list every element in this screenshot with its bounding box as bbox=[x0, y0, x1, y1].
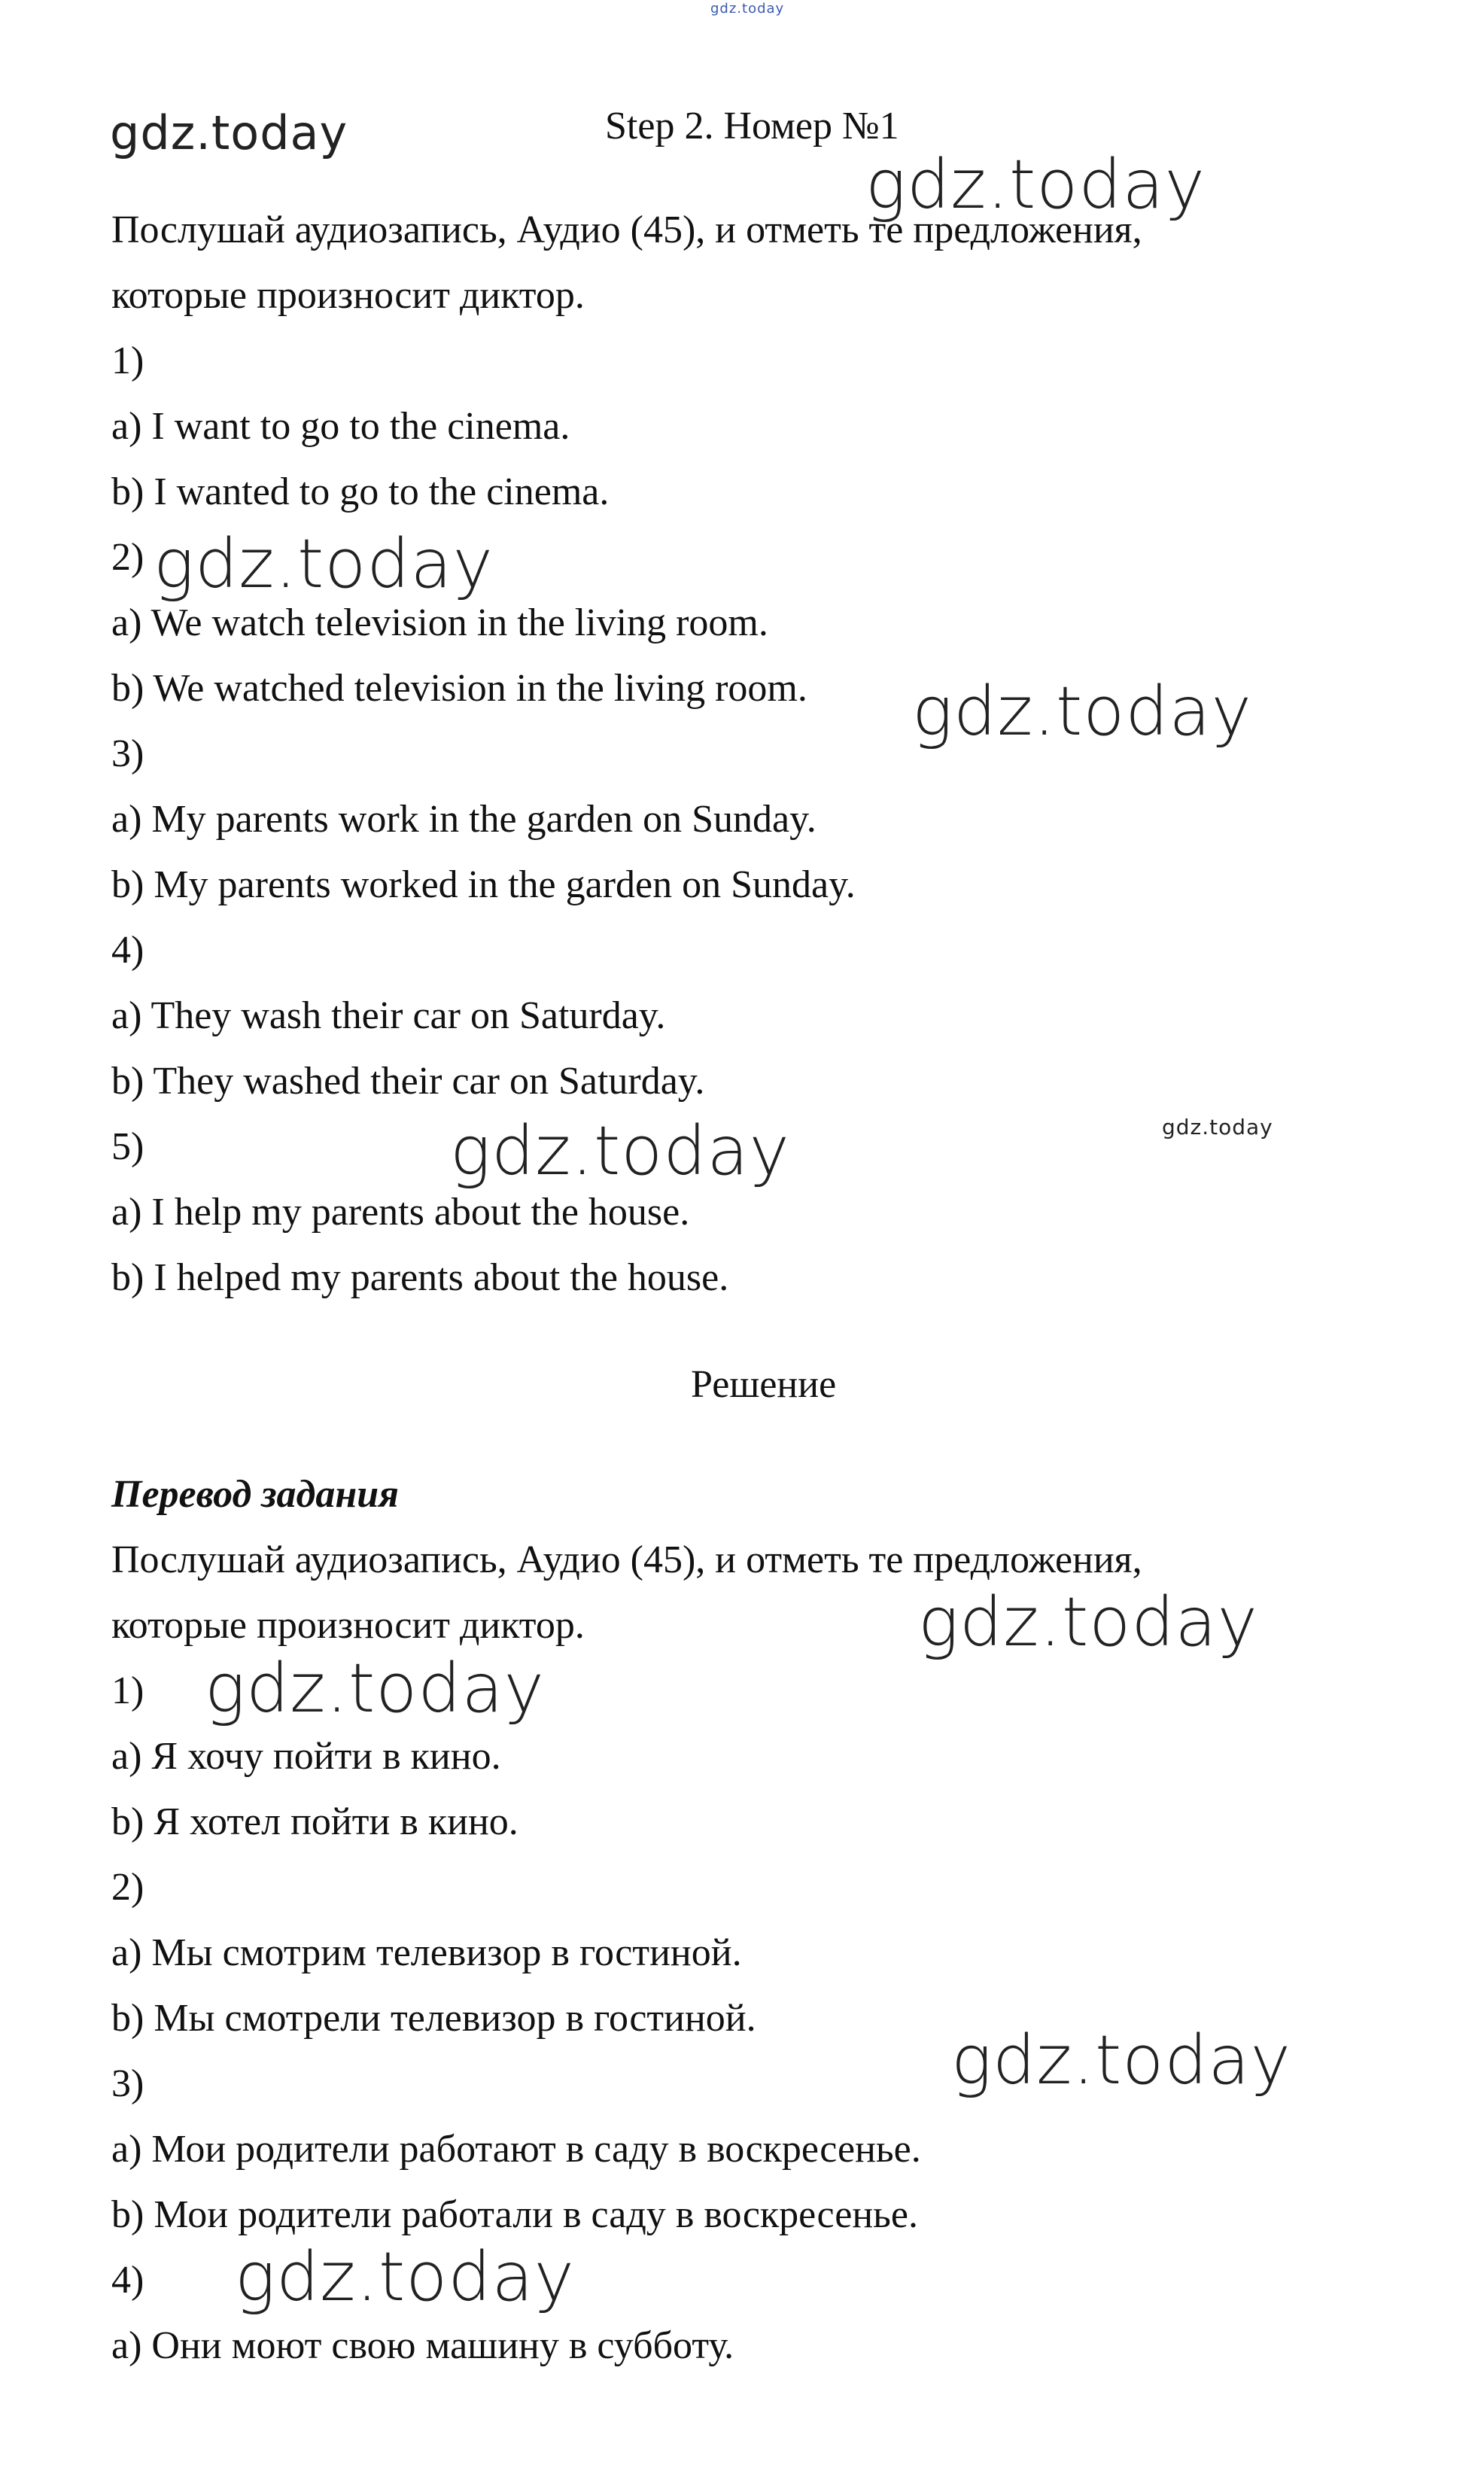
task-item-4-number: 4) bbox=[111, 929, 144, 972]
page-title: Step 2. Номер №1 bbox=[605, 105, 899, 148]
solution-item-4-a: a) Они моют свою машину в субботу. bbox=[111, 2324, 734, 2367]
task-item-4-b: b) They washed their car on Saturday. bbox=[111, 1060, 705, 1103]
watermark-solution-4: gdz.today bbox=[235, 2238, 575, 2317]
task-item-4-a: a) They wash their car on Saturday. bbox=[111, 994, 666, 1037]
task-item-2-b: b) We watched television in the living room. bbox=[111, 667, 807, 710]
task-instruction-line1: Послушай аудиозапись, Аудио (45), и отметь те предложения, bbox=[111, 208, 1142, 251]
task-item-5-b: b) I helped my parents about the house. bbox=[111, 1256, 729, 1299]
solution-instruction-line1: Послушай аудиозапись, Аудио (45), и отметь те предложения, bbox=[111, 1538, 1142, 1581]
solution-item-2-b: b) Мы смотрели телевизор в гостиной. bbox=[111, 1997, 756, 2040]
translation-heading: Перевод задания bbox=[111, 1473, 399, 1516]
task-item-3-a: a) My parents work in the garden on Sunday. bbox=[111, 798, 817, 841]
watermark-solution-1: gdz.today bbox=[205, 1649, 545, 1728]
watermark-top-tiny: gdz.today bbox=[710, 1, 785, 17]
solution-instruction-line2: которые произносит диктор. bbox=[111, 1604, 585, 1647]
solution-item-3-number: 3) bbox=[111, 2062, 144, 2105]
watermark-solution-instr: gdz.today bbox=[918, 1583, 1258, 1662]
task-item-1-number: 1) bbox=[111, 339, 144, 382]
task-item-3-number: 3) bbox=[111, 732, 144, 775]
solution-item-4-number: 4) bbox=[111, 2259, 144, 2302]
solution-item-1-b: b) Я хотел пойти в кино. bbox=[111, 1800, 518, 1843]
watermark-item5: gdz.today bbox=[450, 1112, 790, 1191]
task-item-1-b: b) I wanted to go to the cinema. bbox=[111, 470, 610, 513]
watermark-header-right: gdz.today bbox=[865, 145, 1206, 224]
task-item-2-number: 2) bbox=[111, 536, 144, 579]
solution-item-3-b: b) Мои родители работали в саду в воскресенье. bbox=[111, 2193, 918, 2236]
watermark-header-left: gdz.today bbox=[110, 105, 348, 160]
task-instruction-line2: которые произносит диктор. bbox=[111, 274, 585, 317]
solution-item-2-a: a) Мы смотрим телевизор в гостиной. bbox=[111, 1931, 742, 1974]
task-item-5-number: 5) bbox=[111, 1125, 144, 1168]
solution-heading: Решение bbox=[691, 1363, 837, 1406]
task-item-2-a: a) We watch television in the living room. bbox=[111, 601, 768, 644]
solution-item-3-a: a) Мои родители работают в саду в воскресенье. bbox=[111, 2128, 921, 2171]
watermark-small-right: gdz.today bbox=[1162, 1115, 1273, 1140]
solution-item-1-a: a) Я хочу пойти в кино. bbox=[111, 1735, 501, 1778]
watermark-solution-3: gdz.today bbox=[951, 2021, 1291, 2100]
watermark-item2b: gdz.today bbox=[912, 672, 1252, 751]
task-item-3-b: b) My parents worked in the garden on Sunday. bbox=[111, 863, 856, 906]
solution-item-1-number: 1) bbox=[111, 1669, 144, 1712]
task-item-1-a: a) I want to go to the cinema. bbox=[111, 405, 570, 448]
watermark-item2: gdz.today bbox=[154, 525, 494, 604]
task-item-5-a: a) I help my parents about the house. bbox=[111, 1191, 690, 1234]
solution-item-2-number: 2) bbox=[111, 1866, 144, 1909]
